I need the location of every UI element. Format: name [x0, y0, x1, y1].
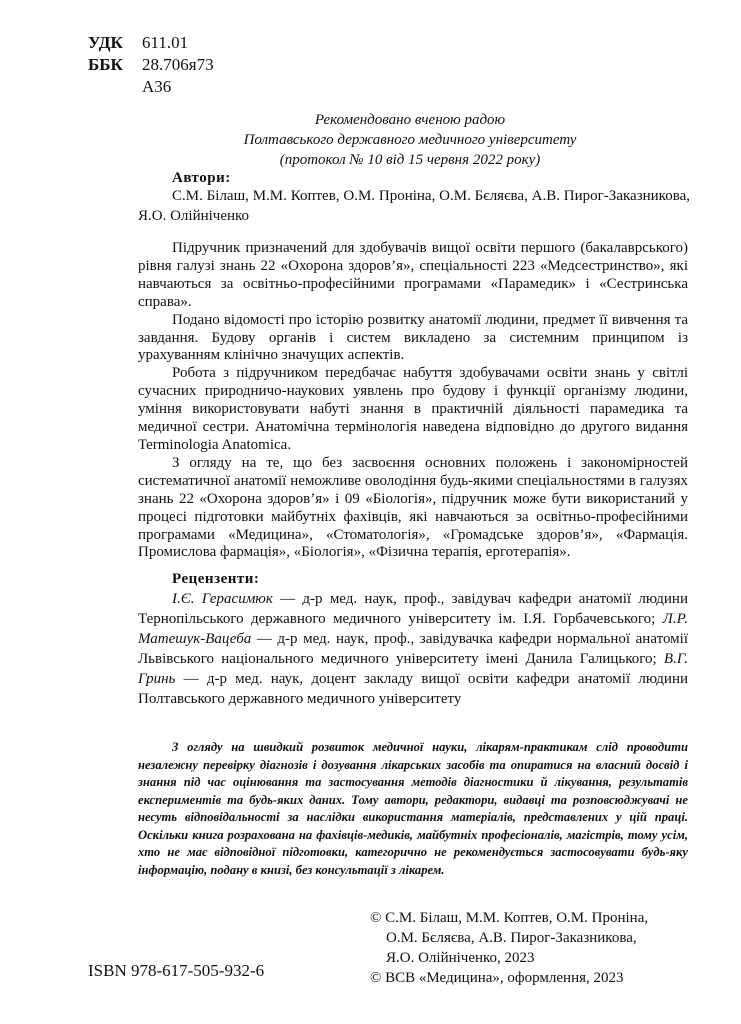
abstract-block [138, 240, 688, 562]
isbn: ISBN 978-617-505-932-6 [88, 961, 265, 980]
abstract-paragraph: Підручник призначений для здобувачів вищої освіти першого (бакалаврського) рівня галузі знань 22 «Охорона здоров’я», спеціальності 223 «Медсестринство», які навчаються за освітньо-професійними програмами «Парамедик» і «Сестринська справа». [138, 240, 688, 310]
reviewer-description: — д-р мед. наук, проф., завідувач кафедри анатомії людини Тернопільського державного медичного університету ім. І.Я. Горбачевського; [138, 591, 688, 627]
author-mark: А36 [142, 77, 172, 96]
recommendation-block [160, 110, 660, 170]
copyright-line: © С.М. Білаш, М.М. Коптев, О.М. Проніна, [370, 910, 649, 926]
recommendation-line-2: Полтавського державного медичного університету [243, 132, 577, 148]
classification-block [88, 32, 214, 98]
bbk-label: ББК [88, 55, 123, 74]
reviewers-text [138, 589, 688, 709]
abstract-paragraph: Робота з підручником передбачає набуття здобувачами освіти знань у світлі сучасних природничо-наукових уявлень про будову і функції організму людини, уміння використовувати набуті знання в практичній діяльності парамедика та медичної сестри. Анатомічна термінологія наведена відповідно до другого видання Terminologia Anatomica. [138, 365, 688, 453]
udk-value: 611.01 [142, 33, 189, 52]
recommendation-line-1: Рекомендовано вченою радою [314, 112, 506, 128]
copyright-block [370, 908, 648, 988]
recommendation-line-3: (протокол № 10 від 15 червня 2022 року) [279, 152, 541, 168]
reviewer-name: І.Є. Герасимюк [172, 591, 273, 607]
reviewer-description: — д-р мед. наук, проф., завідувачка кафедри нормальної анатомії Львівського національного медичного університету імені Данила Галицького; [138, 631, 688, 667]
reviewer-description: — д-р мед. наук, доцент закладу вищої освіти кафедри анатомії людини Полтавського державного медичного університету [138, 671, 688, 707]
reviewer-name: В.Г. Гринь [138, 651, 688, 687]
reviewers-heading: Рецензенти: [172, 571, 260, 587]
copyright-line: © ВСВ «Медицина», оформлення, 2023 [370, 970, 624, 986]
reviewer-name: Л.Р. Матешук-Вацеба [138, 611, 688, 647]
abstract-paragraph: Подано відомості про історію розвитку анатомії людини, предмет її вивчення та завдання. Будову органів і систем викладено за системним принципом із урахуванням клінічно значущих аспектів. [138, 311, 688, 364]
authors-heading: Автори: [172, 170, 231, 186]
udk-label: УДК [88, 33, 123, 52]
udk-row [88, 32, 214, 54]
bbk-row [88, 54, 214, 76]
bbk-value: 28.706я73 [142, 55, 214, 74]
copyright-line: Я.О. Олійніченко, 2023 [386, 950, 535, 966]
abstract-paragraph: З огляду на те, що без засвоєння основних положень і закономірностей систематичної анатомії неможливе оволодіння будь-якими спеціальностями в галузях знань 22 «Охорона здоров’я» і 09 «Біологія», підручник може бути використаний у процесі підготовки майбутніх фахівців, які навчаються за освітньо-професійними програмами «Медицина», «Стоматологія», «Громадське здоров’я», «Фармація. Промислова фармація», «Біологія», «Фізична терапія, ерготерапія». [138, 454, 688, 561]
authors-names: С.М. Білаш, М.М. Коптев, О.М. Проніна, О.М. Бєляєва, А.В. Пирог-Заказникова, Я.О. Олійніченко [138, 188, 690, 224]
copyright-line: О.М. Бєляєва, А.В. Пирог-Заказникова, [386, 930, 637, 946]
disclaimer: З огляду на швидкий розвиток медичної науки, лікарям-практикам слід проводити незалежну перевірку діагнозів і дозування лікарських засобів та опиратися на власний досвід і знання під час оцінювання та застосування методів діагностики й лікування, результатів експериментів та будь-яких даних. Тому автори, редактори, видавці та розповсюджувачі не несуть відповідальності за наслідки використання матеріалів, представлених у цій праці. Оскільки книга розрахована на фахівців-медиків, майбутніх професіоналів, магістрів, тому усім, хто не має відповідної підготовки, категорично не рекомендується застосовувати будь-яку інформацію, подану в книзі, без консультації з лікарем. [138, 740, 688, 877]
